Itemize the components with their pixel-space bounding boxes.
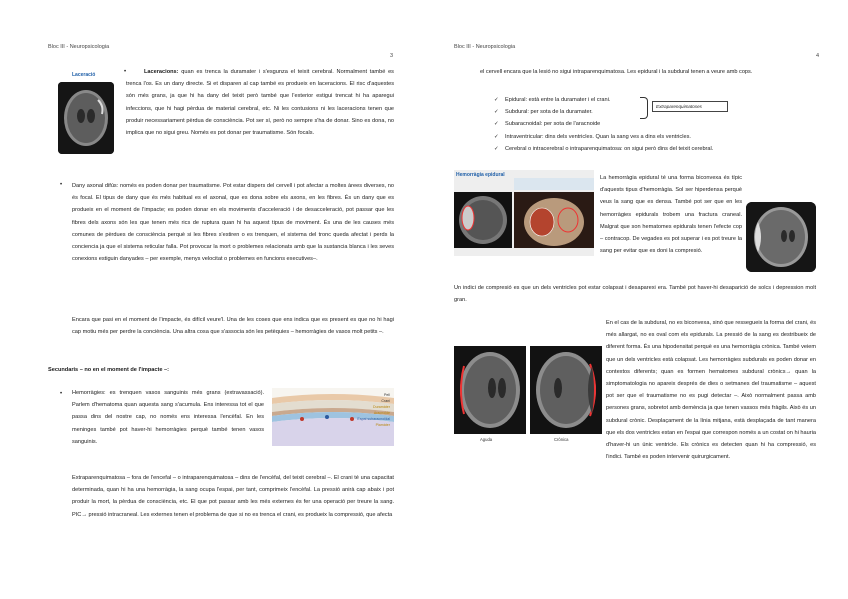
indici-paragraph: Un indici de compresió es que un dels ventricles pot estar colapsat i desaparexi era. També pot haver-hi desaparició de solcs i depression molt gran. (454, 285, 816, 304)
label-crani: Crani (381, 399, 390, 403)
label-aracnoide: Aracnoide (373, 411, 390, 415)
lacerations-paragraph (126, 66, 394, 139)
list-item-text: Cerebral o intracerebral o intraparenquimatosa: on sigui però dins del teixit cerebral. (505, 145, 714, 152)
dany-axonal-paragraph: Dany axonal difús: només es poden donar per traumatisme. Pot estar dispers del cervell i pot afectar a moltes àrees diverses, no és focal. El tipus de dany que és més habitual es el axonal, que es dona sobre els axons, en les fibres. És un dany que es produeix en el moment de l'impacte; es poden donar en els moviments d'acceleració i de desacceleració, pot passar que les fibres dels axons són les que tenen més rics de ruptura quan hi ha aquest tipus de moviment. És una de les causes més comunes de pèrdues de consciència perquè si les fibres s'estiren o es trenquen, el sistema del tronc queda afectat i perds la conciencia ja que el sistema reticular falla. Pot provocar la mort o problemes relacionats amb que la sustancia blanca i les seves conexions estiguin danyades – per exemple, menys velocitat o problemes en funcions executives–. (72, 183, 394, 263)
epidural-figure (454, 170, 594, 256)
bullet-marker: • (124, 69, 127, 75)
ct-label-aguda: Aguda (480, 437, 493, 442)
bullet-marker: • (60, 391, 63, 397)
float-spacer (454, 347, 606, 473)
label-piamater: Piamàter (375, 423, 390, 427)
extraparenquimatosa-paragraph: Extraparenquimatosa – fora de l'encefal – o intraparenquimatosa – dins de l'encèfal, del teixit cerebral –. El crani té una capacitat determinada, quan hi ha una hemorràgia, la sang ocupa l'espai, per tant, comprimeix l'encèfal. La pressió anirà cap abaix i pot produir la mort, la pèrdua de consciència, etc. El que pot passar amb les més externes és fer una operació per treure la sang. PIC→ pressió intracraneal. Les externes tenen el problema de que si no es trenca el crani, es produeix la compressió, que afecta (72, 475, 394, 518)
page-number: 3 (390, 53, 394, 59)
encara-paragraph: Encara que pasi en el moment de l'impacte, és difícil veure'l. Una de les coses que ens indica que es present es que no hi hagi cap motiu més per perdre la conciència. Una altra cosa que s'associa són les petèquies – hemorràgies de vasos molt petits –. (72, 317, 394, 336)
subdural-text: En el cas de la subdural, no es biconvexa, sinó que ressegueix la forma del crani, és més allargat, no es oval com els epidurals. La pressió de la sang es destribueix de diferent forma. És una hipodensitat perquè es una hemorràgia crònica. També veiem que un dels ventricles està colapsat. Les hemorràgies subdurals es poden donar en contextos diferents; quan es formen hematomes subdural crònics→ quan la simptomatologia no apareix després de dies o setmanes del traumatisme – aquest pot ser que el traumatisme no es pugi detectar –. Això normalment passa amb persones grans, sobretot amb demència ja que tenen vassos més fràgils. Això és un subdural crònic. Desplaçament de la línia mitjana, està desplaçada de tant manera que els dos ventricles estan en l'espai que correspon només a un costat on hi hauria d'haver-hi un únic ventricle. Els crònics es detecten quan hi ha compressió, es l'indici. També es poden intervenir quirurgicament. (606, 320, 816, 461)
hemorragies-paragraph: Hemorràgies: es trenquen vasos sanguinis més grans (extravassació). Parlem d'hematoma quan aquesta sang s'acumula. Ens interessa tot el que passa dins del nostre cap, no només ens interessa l'encèfal. En les meninges també pot haver-hi hemorràgies perquè també tenen vasos sanguinis. (72, 390, 264, 445)
label-espai-subaracnoidal: Espai subaracnoïdal (357, 417, 390, 421)
ct-label-cronica: Crònica (554, 437, 569, 442)
list-item-text: Epidural: està entre la duramater i el crani. (505, 97, 611, 103)
figure-caption: Laceració (72, 72, 96, 78)
brace-bracket (640, 97, 648, 119)
page-right (424, 0, 848, 599)
label-pell: Pell (384, 393, 390, 397)
label-duramater: Duramàter (373, 405, 390, 409)
checkmark-icon: ✓ (494, 145, 499, 152)
list-item-text: Subaracnoidal: per sota de l'aracnoide (505, 121, 601, 128)
subdural-paragraph (454, 317, 816, 473)
epidural-text: La hemorràgia epidural té una forma biconvexa és típic d'aquests tipus d'hemorràgia. Sol ser hiperdensa perquè veus la sang que es densa. També pot ser que en les hemorràgies epidurals trobem una fractura craneal. Malgrat que son hematomes epidurals tenen l'efecte cop – contracop. De vegades es pot superar i es pot treure la sang per evitar que es doni la compresió. (600, 175, 742, 255)
list-item-text: Intraventricular: dins dels ventricles. Quan la sang ves a dins els ventricles. (505, 133, 691, 140)
checkmark-icon: ✓ (494, 109, 499, 116)
epidural-ct-image (746, 202, 816, 272)
page-header: Bloc III - Neuropsicologia (454, 44, 516, 50)
lacerations-title: Laceracions: (144, 69, 179, 75)
lacerations-text: quan es trenca la duramater i s'esgunza el teixit cerebral. Normalment també es trenca l'os. Es un dany directe. Si et disparen al cap també es produeix en laceracions. El risc d'aquestes són més grans, ja que hi ha dany del teixit però també que l'exterior estigui trencat hi ha aparegui infeccions, que hi hagi pèrdua de material cerebral, etc. Ni les contusions ni les laceracions tenen que produir necessariament pèrdua de consciència. Pot ser sí, però no sempre s'ha de donar. Sino es dona, no implica que no sigui greu. Només es pot donar per traumatisme. Són focals. (126, 69, 394, 137)
checkmark-icon: ✓ (494, 97, 499, 103)
bullet-marker: • (60, 182, 63, 188)
list-item (494, 118, 713, 130)
checkmark-icon: ✓ (494, 121, 499, 128)
laceration-ct-image (58, 82, 114, 154)
checkmark-icon: ✓ (494, 133, 499, 140)
figure-caption: Hemorràgia epidural (456, 172, 505, 178)
section-heading-secundaris: Secundaris – no en el moment de l'impacte –: (48, 367, 170, 373)
epidural-paragraph (600, 172, 742, 257)
list-item (494, 143, 713, 155)
list-item (494, 131, 713, 143)
meninges-diagram (272, 388, 394, 446)
intro-paragraph: el cervell encara que la lesió no sigui intraparenquimatosa. Les epidural i la subdural tenen a veure amb cops. (480, 69, 753, 75)
page-header: Bloc III - Neuropsicologia (48, 44, 110, 50)
note-box: Extraparenquimatoses (652, 101, 728, 112)
list-item-text: Subdural: per sota de la duramater. (505, 109, 593, 116)
page-number: 4 (816, 53, 820, 59)
meninges-labels (357, 392, 390, 428)
